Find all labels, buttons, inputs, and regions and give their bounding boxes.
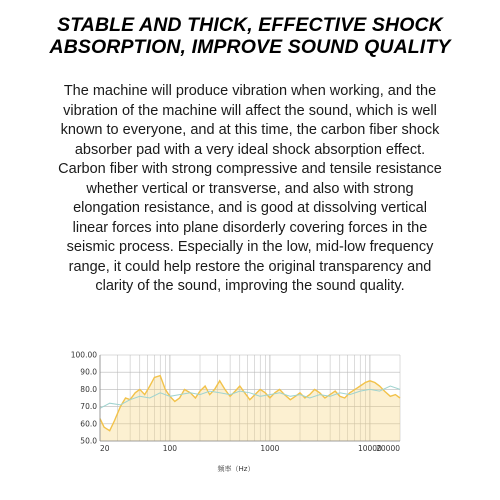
- description-line: whether vertical or transverse, and also with strong: [86, 180, 414, 197]
- description-line: seismic process. Especially in the low, mid-low frequency: [66, 239, 434, 255]
- y-tick-label: 50.0: [80, 436, 97, 446]
- description-line: absorber pad with a very ideal shock absorption effect.: [74, 141, 426, 158]
- headline-line-2: ABSORPTION, IMPROVE SOUND QUALITY: [49, 36, 451, 58]
- description-line: The machine will produce vibration when working, and the: [63, 83, 437, 99]
- description-line: clarity of the sound, improving the sound quality.: [95, 278, 405, 294]
- y-tick-label: 60.0: [80, 419, 97, 429]
- y-tick-label: 80.0: [80, 384, 97, 394]
- x-tick-label: 100: [162, 444, 178, 453]
- y-tick-label: 90.0: [80, 367, 97, 377]
- x-tick-label: 20000: [376, 444, 400, 453]
- series-with-pad-area: [100, 376, 400, 441]
- description-line: Carbon fiber with strong compressive and tensile resistance: [58, 161, 442, 177]
- description-paragraph: [0, 82, 500, 297]
- description-line: range, it could help restore the original transparency and: [68, 258, 432, 275]
- description-line: elongation resistance, and is good at dissolving vertical: [73, 200, 427, 216]
- headline: [0, 14, 500, 58]
- description-line: known to everyone, and at this time, the carbon fiber shock: [60, 122, 440, 138]
- description-line: linear forces into plane disorderly covering forces in the: [72, 219, 428, 236]
- x-tick-label: 20: [100, 444, 110, 453]
- frequency-response-chart: [60, 345, 420, 485]
- description-line: vibration of the machine will affect the sound, which is well: [63, 102, 437, 119]
- chart-series: [100, 376, 400, 441]
- x-tick-label: 1000: [260, 444, 280, 453]
- headline-line-1: STABLE AND THICK, EFFECTIVE SHOCK: [57, 14, 443, 36]
- y-tick-label: 70.0: [80, 402, 97, 412]
- frequency-response-plot: [60, 345, 420, 485]
- x-tick-label: 10000: [357, 444, 382, 453]
- x-axis-title: 频率（Hz）: [217, 465, 255, 473]
- y-tick-label: 100.00: [70, 350, 97, 360]
